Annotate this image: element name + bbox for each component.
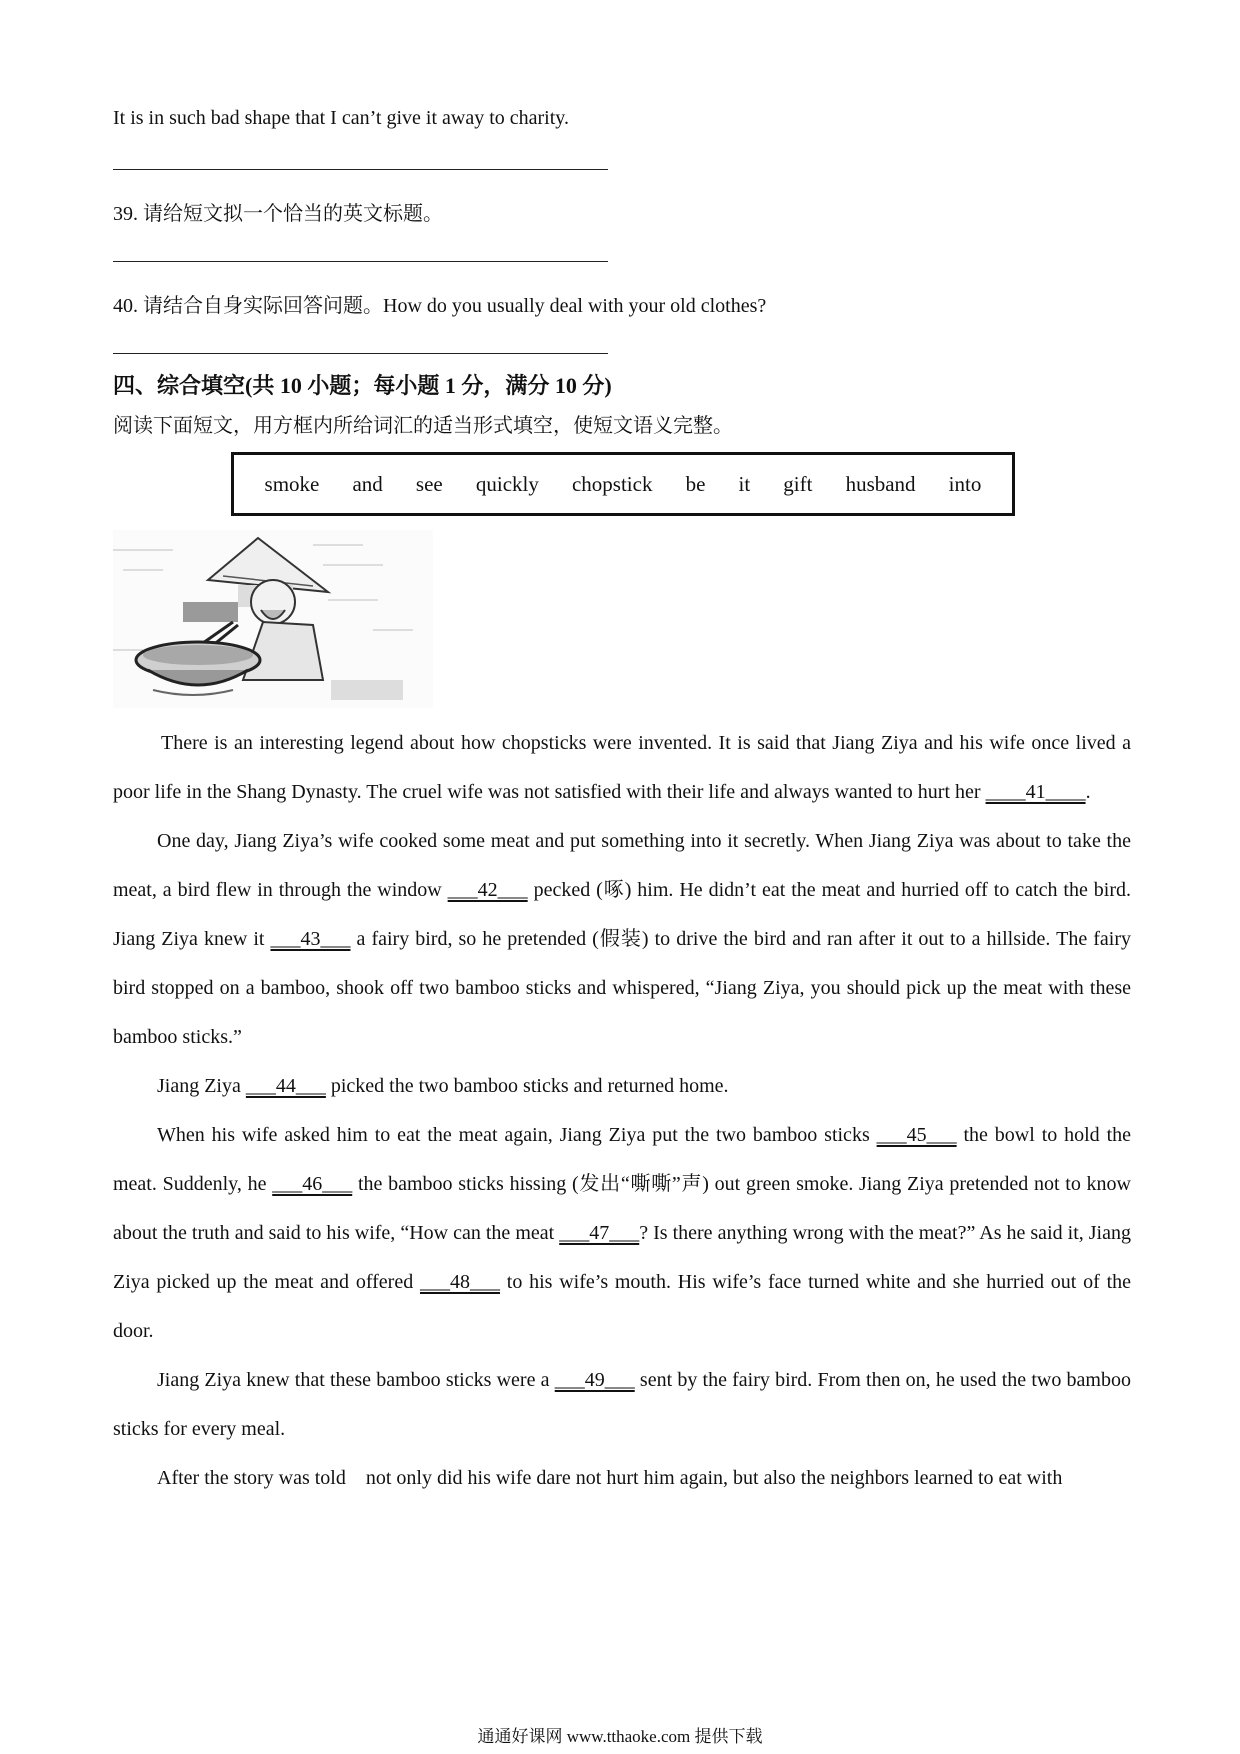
blank-48[interactable]: ___48___ [419, 1271, 500, 1293]
story-text: When his wife asked him to eat the meat again, Jiang Ziya put the two bamboo sticks [157, 1124, 877, 1146]
story-text: ? Is there anything wrong with the meat?” As he said it, Jiang Ziya picked up the meat and offered [113, 1222, 1131, 1293]
blank-42[interactable]: ___42___ [447, 879, 528, 901]
word-box-item: see [415, 471, 443, 496]
story-paragraph-2 [113, 817, 1131, 1062]
page-footer: 通通好课网 www.tthaoke.com 提供下载 [477, 1727, 763, 1746]
story-text: the bowl to hold the meat. Suddenly, he [113, 1124, 1132, 1195]
word-box-item: chopstick [571, 471, 653, 496]
jiang-ziya-cooking-illustration [113, 530, 433, 708]
story-text: sent by the fairy bird. From then on, he used the two bamboo sticks for every meal. [113, 1369, 1131, 1440]
word-box-item: quickly [475, 471, 539, 496]
story-paragraph-5 [113, 1356, 1131, 1454]
word-box-item: husband [845, 471, 916, 496]
word-box-item: smoke [264, 471, 320, 496]
q40-answer-line[interactable] [113, 353, 608, 354]
q38-sentence: It is in such bad shape that I can’t give it away to charity. [113, 107, 569, 129]
story-paragraph-3 [113, 1062, 1131, 1111]
blank-41[interactable]: ____41____ [985, 781, 1086, 803]
blank-44[interactable]: ___44___ [245, 1075, 326, 1097]
story-paragraph-1 [113, 719, 1131, 817]
word-box [231, 452, 1015, 516]
blank-45[interactable]: ___45___ [876, 1124, 957, 1146]
q39-answer-line[interactable] [113, 261, 608, 262]
story-paragraph-4 [113, 1111, 1131, 1356]
story-text: to his wife’s mouth. His wife’s face turned white and she hurried out of the door. [113, 1271, 1131, 1342]
q38-answer-line[interactable] [113, 169, 608, 170]
word-box-item: gift [783, 471, 813, 496]
q39-question: 39. 请给短文拟一个恰当的英文标题。 [113, 203, 443, 225]
section-heading: 四、综合填空(共 10 小题；每小题 1 分，满分 10 分) [113, 373, 612, 398]
blank-43[interactable]: ___43___ [270, 928, 351, 950]
blank-49[interactable]: ___49___ [554, 1369, 635, 1391]
story-paragraph-6: After the story was told not only did his wife dare not hurt him again, but also the neighbors learned to eat with [157, 1467, 1063, 1489]
q40-question: 40. 请结合自身实际回答问题。How do you usually deal with your old clothes? [113, 295, 767, 317]
story-text: Jiang Ziya [157, 1075, 246, 1097]
blank-46[interactable]: ___46___ [272, 1173, 353, 1195]
story-text: pecked (啄) him. He didn’t eat the meat and hurried off to catch the bird. Jiang Ziya knew it [113, 879, 1131, 950]
story-text: . [1085, 781, 1091, 803]
story-text: Jiang Ziya knew that these bamboo sticks were a [157, 1369, 555, 1391]
word-box-item: into [948, 471, 982, 496]
word-box-item: and [352, 471, 383, 496]
story-text: a fairy bird, so he pretended (假装) to drive the bird and ran after it out to a hillside. The fairy bird stopped on a bamboo, shook off two bamboo sticks and whispered, “Jiang Ziya, you should pick up the meat with these bamboo sticks.” [113, 928, 1132, 1048]
story-text: There is an interesting legend about how chopsticks were invented. It is said that Jiang Ziya and his wife once lived a poor life in the Shang Dynasty. The cruel wife was not satisfied with their life and always wanted to hurt her [113, 732, 1131, 803]
word-box-item: it [738, 471, 751, 496]
story-text: One day, Jiang Ziya’s wife cooked some meat and put something into it secretly. When Jiang Ziya was about to take the meat, a bird flew in through the window [113, 830, 1131, 901]
blank-47[interactable]: ___47___ [559, 1222, 640, 1244]
page-content [113, 0, 1131, 1503]
instruction: 阅读下面短文，用方框内所给词汇的适当形式填空，使短文语义完整。 [113, 415, 733, 437]
story-text: the bamboo sticks hissing (发出“嘶嘶”声) out green smoke. Jiang Ziya pretended not to know about the truth and said to his wife, “How can the meat [113, 1173, 1131, 1244]
word-box-item: be [685, 471, 706, 496]
story-text: picked the two bamboo sticks and returned home. [325, 1075, 729, 1097]
